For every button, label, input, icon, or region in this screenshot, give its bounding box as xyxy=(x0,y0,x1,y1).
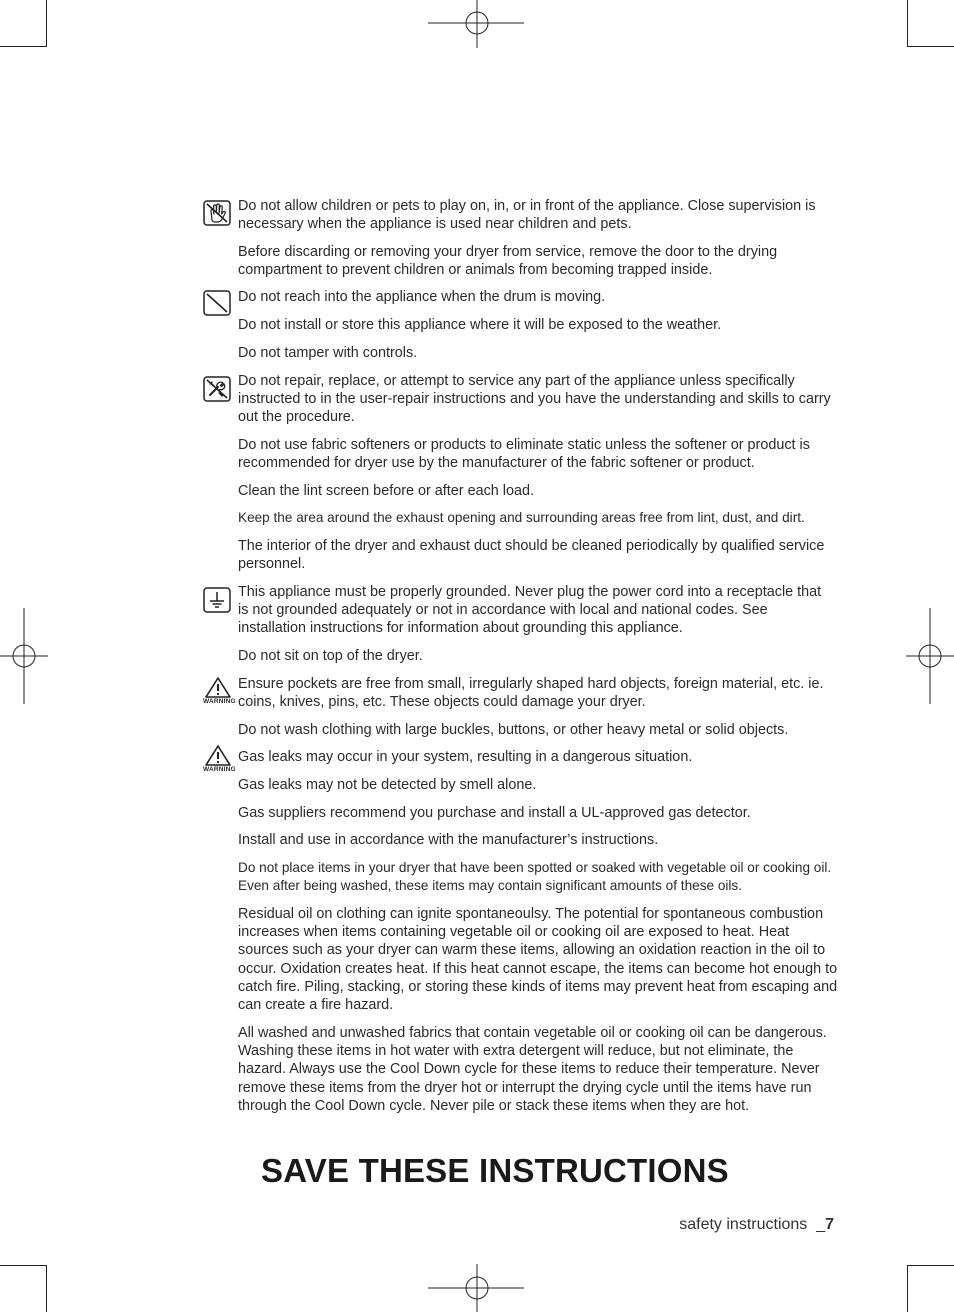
crop-mark xyxy=(0,1265,47,1266)
warning-label: WARNING xyxy=(203,698,236,705)
registration-mark-top xyxy=(428,0,526,48)
crop-mark xyxy=(907,1265,908,1312)
footer-section-label: safety instructions xyxy=(679,1216,808,1233)
registration-mark-right xyxy=(906,608,954,704)
instruction-paragraph: Keep the area around the exhaust opening and surrounding areas free from lint, dust, and dirt. xyxy=(238,510,805,525)
instruction-paragraph: Residual oil on clothing can ignite spontaneoulsy. The potential for spontaneous combustion increases when items containing vegetable oil or cooking oil are exposed to heat. Heat sources such as your dryer can warm these items, allowing an oxidation reaction in the oil to occur. Oxidation creates heat. If this heat cannot escape, the items can become hot enough to catch fire. Piling, stacking, or storing these kinds of items may prevent heat from escaping and can create a fire hazard. xyxy=(238,906,838,1014)
instruction-paragraph: Do not place items in your dryer that have been spotted or soaked with vegetable oil or cooking oil. Even after being washed, these items may contain significant amounts of these oils. xyxy=(238,860,832,894)
crop-mark xyxy=(46,1265,47,1312)
crop-mark xyxy=(907,1265,954,1266)
instruction-paragraph: Do not install or store this appliance where it will be exposed to the weather. xyxy=(238,317,722,333)
instruction-paragraph: This appliance must be properly grounded. Never plug the power cord into a receptacle that is not grounded adequately or not in accordance with local and national codes. See installation instructions for information about grounding this appliance. xyxy=(238,584,822,637)
registration-mark-bottom xyxy=(428,1264,526,1312)
crop-mark xyxy=(46,0,47,47)
instruction-paragraph: Install and use in accordance with the manufacturer’s instructions. xyxy=(238,832,659,848)
no-disassembly-icon xyxy=(203,376,231,402)
prohibited-icon xyxy=(203,290,231,316)
instruction-paragraph: Before discarding or removing your dryer from service, remove the door to the drying compartment to prevent children or animals from becoming trapped inside. xyxy=(238,244,778,279)
save-instructions-heading: SAVE THESE INSTRUCTIONS xyxy=(261,1152,729,1189)
no-touch-hand-icon xyxy=(203,200,231,226)
instruction-paragraph: Do not wash clothing with large buckles, buttons, or other heavy metal or solid objects. xyxy=(238,722,789,738)
ground-icon xyxy=(203,587,231,613)
instruction-paragraph: Do not use fabric softeners or products to eliminate static unless the softener or product is recommended for dryer use by the manufacturer of the fabric softener or product. xyxy=(238,437,810,472)
registration-mark-left xyxy=(0,608,48,704)
instruction-paragraph: Do not repair, replace, or attempt to service any part of the appliance unless specifically instructed to in the user-repair instructions and you have the understanding and skills to carry out the procedure. xyxy=(238,373,831,426)
crop-mark xyxy=(907,46,954,47)
instruction-paragraph: Do not sit on top of the dryer. xyxy=(238,648,423,664)
instruction-paragraph: Clean the lint screen before or after each load. xyxy=(238,483,534,499)
footer-separator: _ xyxy=(816,1216,826,1233)
instruction-paragraph: Do not tamper with controls. xyxy=(238,345,418,361)
warning-icon xyxy=(203,676,236,706)
instruction-paragraph: Gas leaks may not be detected by smell alone. xyxy=(238,777,537,793)
warning-label: WARNING xyxy=(203,766,236,773)
crop-mark xyxy=(0,46,47,47)
instruction-paragraph: Gas suppliers recommend you purchase and install a UL-approved gas detector. xyxy=(238,805,751,821)
instruction-paragraph: The interior of the dryer and exhaust duct should be cleaned periodically by qualified service personnel. xyxy=(238,538,825,573)
instruction-paragraph: Gas leaks may occur in your system, resulting in a dangerous situation. xyxy=(238,749,693,765)
instruction-paragraph: Do not reach into the appliance when the drum is moving. xyxy=(238,289,606,305)
warning-icon xyxy=(203,744,236,774)
instruction-paragraph: Ensure pockets are free from small, irregularly shaped hard objects, foreign material, etc. ie. coins, knives, pins, etc. These objects could damage your dryer. xyxy=(238,676,824,711)
page-footer xyxy=(679,1216,834,1234)
instruction-paragraph: All washed and unwashed fabrics that contain vegetable oil or cooking oil can be dangerous. Washing these items in hot water with extra detergent will reduce, but not eliminate, the hazard. Always use the Cool Down cycle for these items to reduce their temperature. Never remove these items from the dryer hot or interrupt the drying cycle until the items have run through the Cool Down cycle. Never pile or stack these items when they are hot. xyxy=(238,1025,827,1114)
crop-mark xyxy=(907,0,908,47)
instruction-paragraph: Do not allow children or pets to play on, in, or in front of the appliance. Close supervision is necessary when the appliance is used near children and pets. xyxy=(238,198,816,233)
page-number: 7 xyxy=(825,1216,834,1233)
